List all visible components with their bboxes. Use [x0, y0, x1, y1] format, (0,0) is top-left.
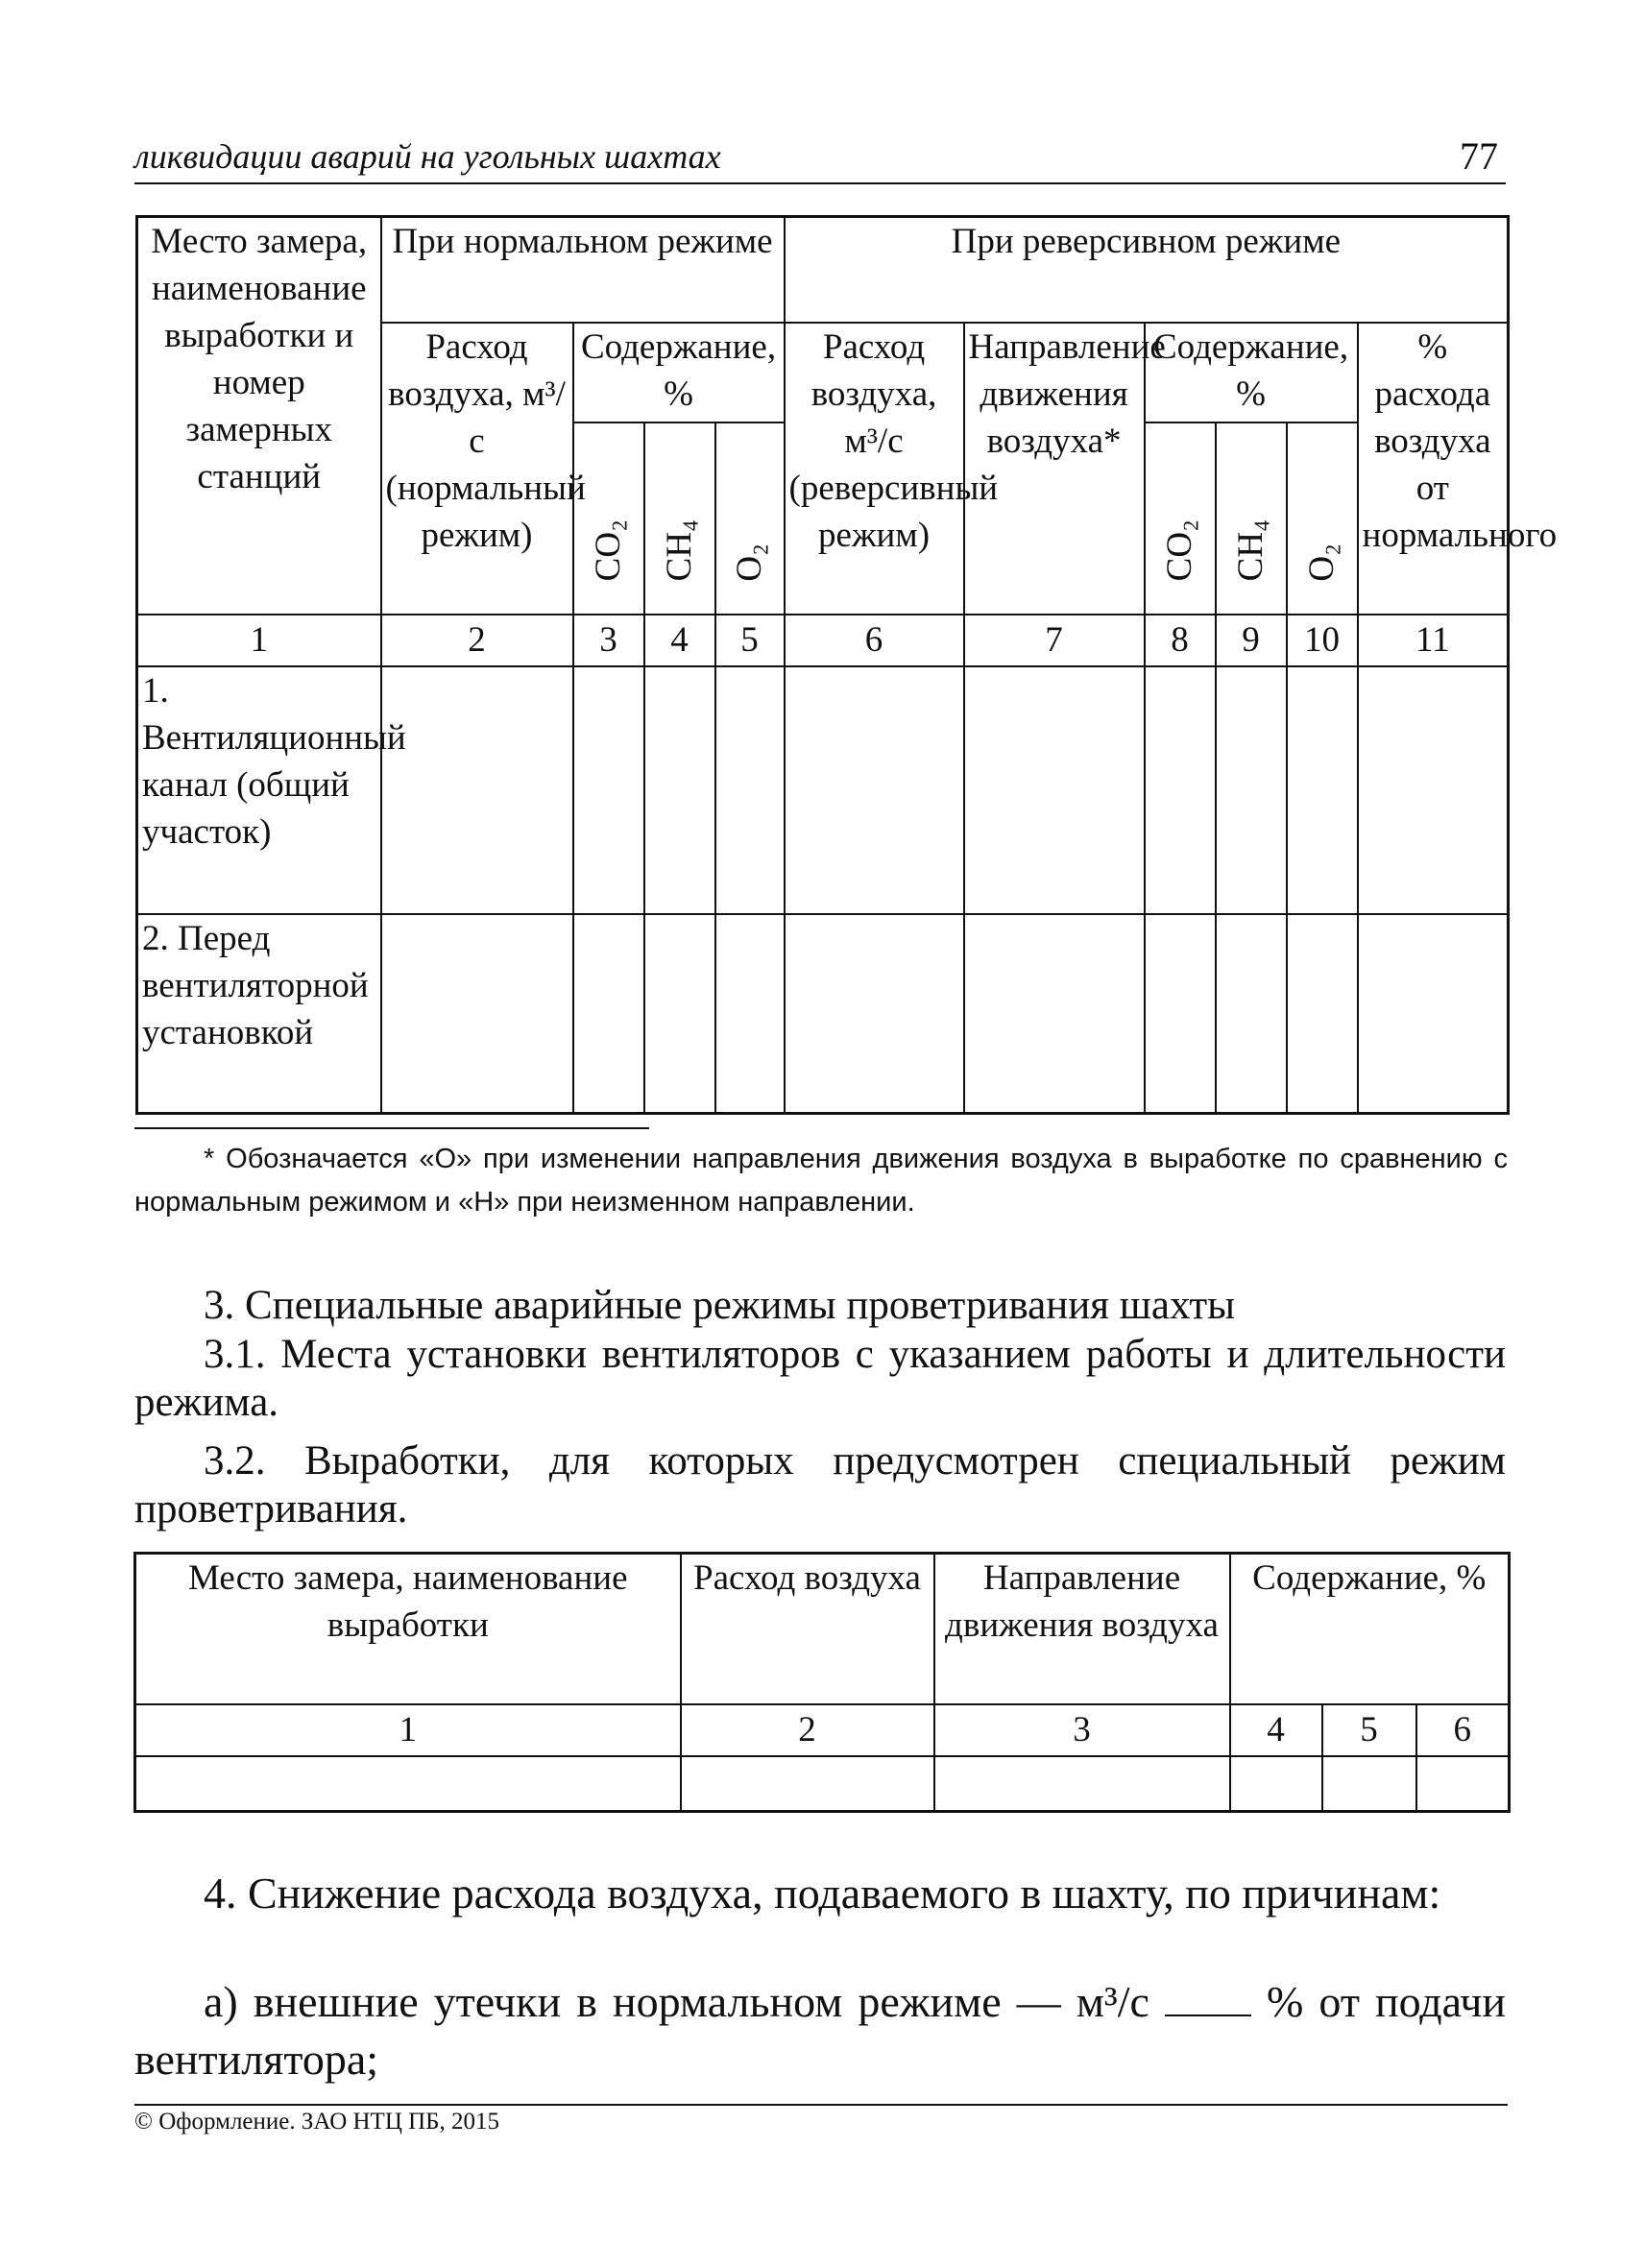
t2-airflow-header: Расход воздуха	[681, 1554, 934, 1704]
gas-o2-normal: O₂	[715, 422, 785, 615]
table-cell	[135, 1756, 681, 1812]
col-number: 4	[1230, 1704, 1322, 1756]
content-reverse-header: Содержание, %	[1145, 323, 1358, 422]
col-number: 4	[644, 615, 715, 666]
running-header-title: ликвидации аварий на угольных шахтах	[134, 137, 721, 176]
table-cell	[715, 914, 785, 1114]
section-3-heading: 3. Специальные аварийные режимы проветривания шахты	[204, 1283, 1236, 1328]
table-row-label: 2. Перед вентиляторной установкой	[137, 914, 381, 1114]
col-number: 1	[137, 615, 381, 666]
table-cell	[381, 666, 573, 914]
table-cell	[381, 914, 573, 1114]
t2-content-header: Содержание, %	[1230, 1554, 1510, 1704]
section-4-heading: 4. Снижение расхода воздуха, подаваемого в шахту, по причинам:	[204, 1869, 1441, 1918]
table-row-label: 1. Вентиляционный канал (общий участок)	[137, 666, 381, 914]
t2-direction-header: Направление движения воздуха	[934, 1554, 1230, 1704]
gas-co2-reverse: CO₂	[1145, 422, 1216, 615]
col-location-header: Место замера, наименование выработки и номер замерных станций	[137, 217, 381, 615]
col-number: 11	[1358, 615, 1509, 666]
col-number: 8	[1145, 615, 1216, 666]
col-number: 6	[1416, 1704, 1510, 1756]
table-cell	[1287, 914, 1358, 1114]
col-number: 7	[964, 615, 1145, 666]
table-cell	[644, 914, 715, 1114]
page-number: 77	[1460, 134, 1498, 178]
copyright: © Оформление. ЗАО НТЦ ПБ, 2015	[134, 2109, 500, 2135]
col-number: 1	[135, 1704, 681, 1756]
table-cell	[1322, 1756, 1416, 1812]
col-number: 2	[681, 1704, 934, 1756]
normal-mode-header: При нормальном режиме	[381, 217, 785, 323]
gas-o2-reverse: O₂	[1287, 422, 1358, 615]
table-cell	[1358, 914, 1509, 1114]
special-mode-table	[133, 1552, 1511, 1813]
table-cell	[1216, 914, 1287, 1114]
fill-in-blank[interactable]	[1165, 1986, 1251, 2016]
t2-location-header: Место замера, наименование выработки	[135, 1554, 681, 1704]
table-cell	[1358, 666, 1509, 914]
footnote-rule	[134, 1127, 649, 1129]
table-cell	[573, 666, 644, 914]
table-cell	[573, 914, 644, 1114]
table-cell	[964, 666, 1145, 914]
table-cell	[1216, 666, 1287, 914]
table-cell	[964, 914, 1145, 1114]
measurement-table-reverse-mode	[135, 215, 1558, 1115]
pct-of-normal-header: % расхода воздуха от нормального	[1358, 323, 1509, 615]
airflow-normal-header: Расход воздуха, м³/с (нормальный режим)	[381, 323, 573, 615]
table-cell	[1416, 1756, 1510, 1812]
col-number: 5	[1322, 1704, 1416, 1756]
gas-ch4-reverse: CH₄	[1216, 422, 1287, 615]
content-normal-header: Содержание, %	[573, 323, 785, 422]
footnote: * Обозначается «О» при изменении направления движения воздуха в выработке по сравнению с нормальным режимом и «Н» при неизменном направлении.	[134, 1144, 1508, 1218]
col-number: 10	[1287, 615, 1358, 666]
table-cell	[644, 666, 715, 914]
section-4-item-a: а) внешние утечки в нормальном режиме — м³/с % от подачи вентилятора;	[134, 1977, 1506, 2084]
running-header	[134, 127, 1506, 184]
col-number: 3	[934, 1704, 1230, 1756]
bottom-rule	[134, 2104, 1508, 2106]
table-cell	[1287, 666, 1358, 914]
gas-co2-normal: CO₂	[573, 422, 644, 615]
reverse-mode-header: При реверсивном режиме	[785, 217, 1509, 323]
table-cell	[1230, 1756, 1322, 1812]
table-cell	[1145, 666, 1216, 914]
col-number: 2	[381, 615, 573, 666]
table-cell	[785, 914, 964, 1114]
gas-ch4-normal: CH₄	[644, 422, 715, 615]
col-number: 5	[715, 615, 785, 666]
col-number: 3	[573, 615, 644, 666]
section-3-1: 3.1. Места установки вентиляторов с указанием работы и длительности режима.	[134, 1332, 1506, 1425]
table-cell	[785, 666, 964, 914]
airflow-reverse-header: Расход воздуха, м³/с (реверсивный режим)	[785, 323, 964, 615]
col-number: 9	[1216, 615, 1287, 666]
table-cell	[1145, 914, 1216, 1114]
table-cell	[715, 666, 785, 914]
section-3-2: 3.2. Выработки, для которых предусмотрен специальный режим проветривания.	[134, 1438, 1506, 1532]
table-cell	[934, 1756, 1230, 1812]
table-cell	[681, 1756, 934, 1812]
col-number: 6	[785, 615, 964, 666]
direction-header: Направление движения воздуха*	[964, 323, 1145, 615]
